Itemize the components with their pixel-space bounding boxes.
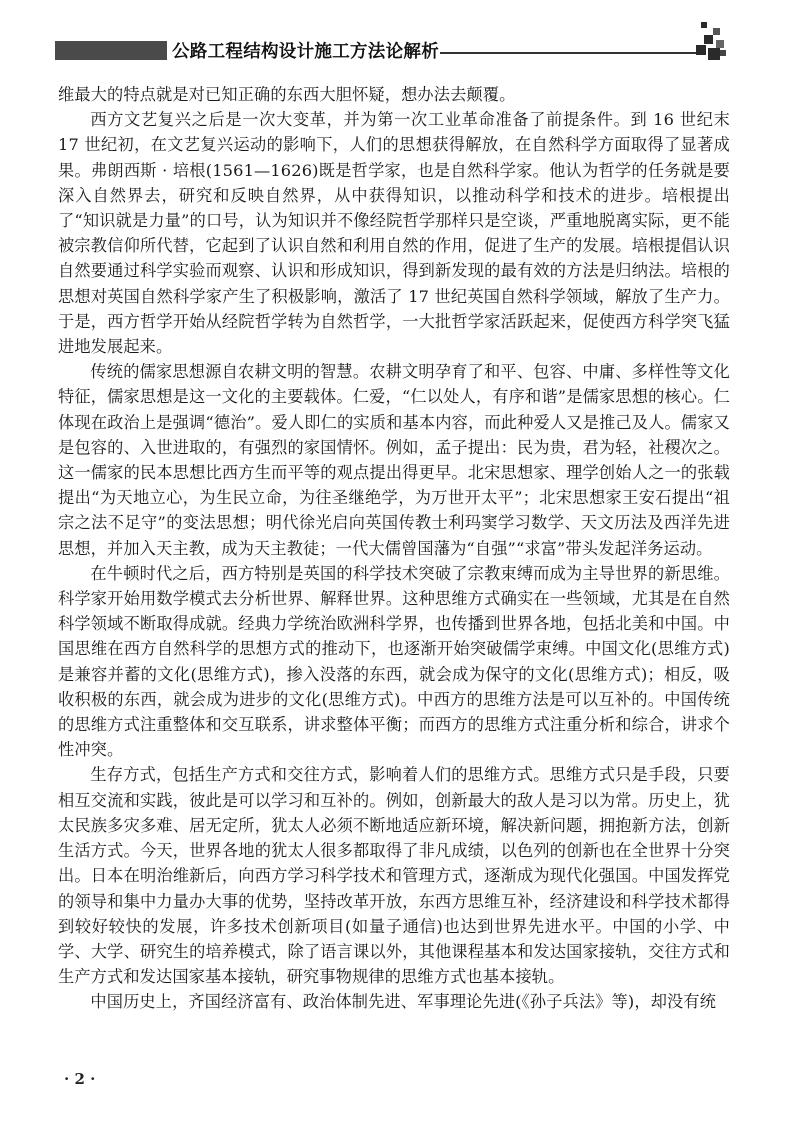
page-body: [58, 82, 730, 1015]
paragraph-confucian-thought: 传统的儒家思想源自农耕文明的智慧。农耕文明孕育了和平、包容、中庸、多样性等文化特征，儒家思想是这一文化的主要载体。仁爱，“仁以处人，有序和谐”是儒家思想的核心。仁体现在政治上是强调“德治”。爱人即仁的实质和基本内容，而此种爱人又是推己及人。儒家又是包容的、入世进取的，有强烈的家国情怀。例如，孟子提出：民为贵，君为轻，社稷次之。这一儒家的民本思想比西方生而平等的观点提出得更早。北宋思想家、理学创始人之一的张载提出“为天地立心，为生民立命，为往圣继绝学，为万世开太平”；北宋思想家王安石提出“祖宗之法不足守”的变法思想；明代徐光启向英国传教士利玛窦学习数学、天文历法及西洋先进思想，并加入天主教，成为天主教徒；一代大儒曾国藩为“自强”“求富”带头发起洋务运动。: [58, 362, 730, 558]
paragraph-qi-state: 中国历史上，齐国经济富有、政治体制先进、军事理论先进(《孙子兵法》等)，却没有统: [90, 992, 717, 1012]
header-rule-line: [440, 52, 698, 54]
paragraph-newton-era: 在牛顿时代之后，西方特别是英国的科学技术突破了宗教束缚而成为主导世界的新思维。科学家开始用数学模式去分析世界、解释世界。这种思维方式确实在一些领域，尤其是在自然科学领域不断取得成就。经典力学统治欧洲科学界，也传播到世界各地，包括北美和中国。中国思维在西方自然科学的思想方式的推动下，也逐渐开始突破儒学束缚。中国文化(思维方式)是兼容并蓄的文化(思维方式)，掺入没落的东西，就会成为保守的文化(思维方式)；相反，吸收积极的东西，就会成为进步的文化(思维方式)。中西方的思维方法是可以互补的。中国传统的思维方式注重整体和交互联系，讲求整体平衡；而西方的思维方式注重分析和综合，讲求个性冲突。: [58, 563, 730, 760]
paragraph-renaissance-bacon: 西方文艺复兴之后是一次大变革，并为第一次工业革命准备了前提条件。到 16 世纪末 17 世纪初，在文艺复兴运动的影响下，人们的思想获得解放，在自然科学方面取得了显著成果。弗朗西斯 · 培根(1561—1626)既是哲学家，也是自然科学家。他认为哲学的任务就是要深入自然界去，研究和反映自然界，从中获得知识，以推动科学和技术的进步。培根提出了“知识就是力量”的口号，认为知识并不像经院哲学那样只是空谈，严重地脱离实际，更不能被宗教信仰所代替，它起到了认识自然和利用自然的作用，促进了生产的发展。培根提倡认识自然要通过科学实验而观察、认识和形成知识，得到新发现的最有效的方法是归纳法。培根的思想对英国自然科学家产生了积极影响，激活了 17 世纪英国自然科学领域，解放了生产力。于是，西方哲学开始从经院哲学转为自然哲学，一大批哲学家活跃起来，促使西方科学突飞猛进地发展起来。: [58, 110, 730, 357]
paragraph-continued: 维最大的特点就是对已知正确的东西大胆怀疑，想办法去颠覆。: [58, 85, 516, 104]
page-header: [0, 0, 790, 80]
page-number: · 2 ·: [64, 1070, 96, 1088]
paragraph-ways-of-thinking: 生存方式，包括生产方式和交往方式，影响着人们的思维方式。思维方式只是手段，只要相互交流和实践，彼此是可以学习和互补的。例如，创新最大的敌人是习以为常。历史上，犹太民族多灾多难、居无定所，犹太人必须不断地适应新环境，解决新问题，拥抱新方法，创新生活方式。今天，世界各地的犹太人很多都取得了非凡成绩，以色列的创新也在全世界十分突出。日本在明治维新后，向西方学习科学技术和管理方式，逐渐成为现代化强国。中国发挥党的领导和集中力量办大事的优势，坚持改革开放，东西方思维互补，经济建设和科学技术都得到较好较快的发展，许多技术创新项目(如量子通信)也达到世界先进水平。中国的小学、中学、大学、研究生的培养模式，除了语言课以外，其他课程基本和发达国家接轨，交往方式和生产方式和发达国家基本接轨，研究事物规律的思维方式也基本接轨。: [58, 765, 730, 987]
header-decor-bar: [55, 41, 167, 60]
running-title: 公路工程结构设计施工方法论解析: [172, 42, 439, 62]
